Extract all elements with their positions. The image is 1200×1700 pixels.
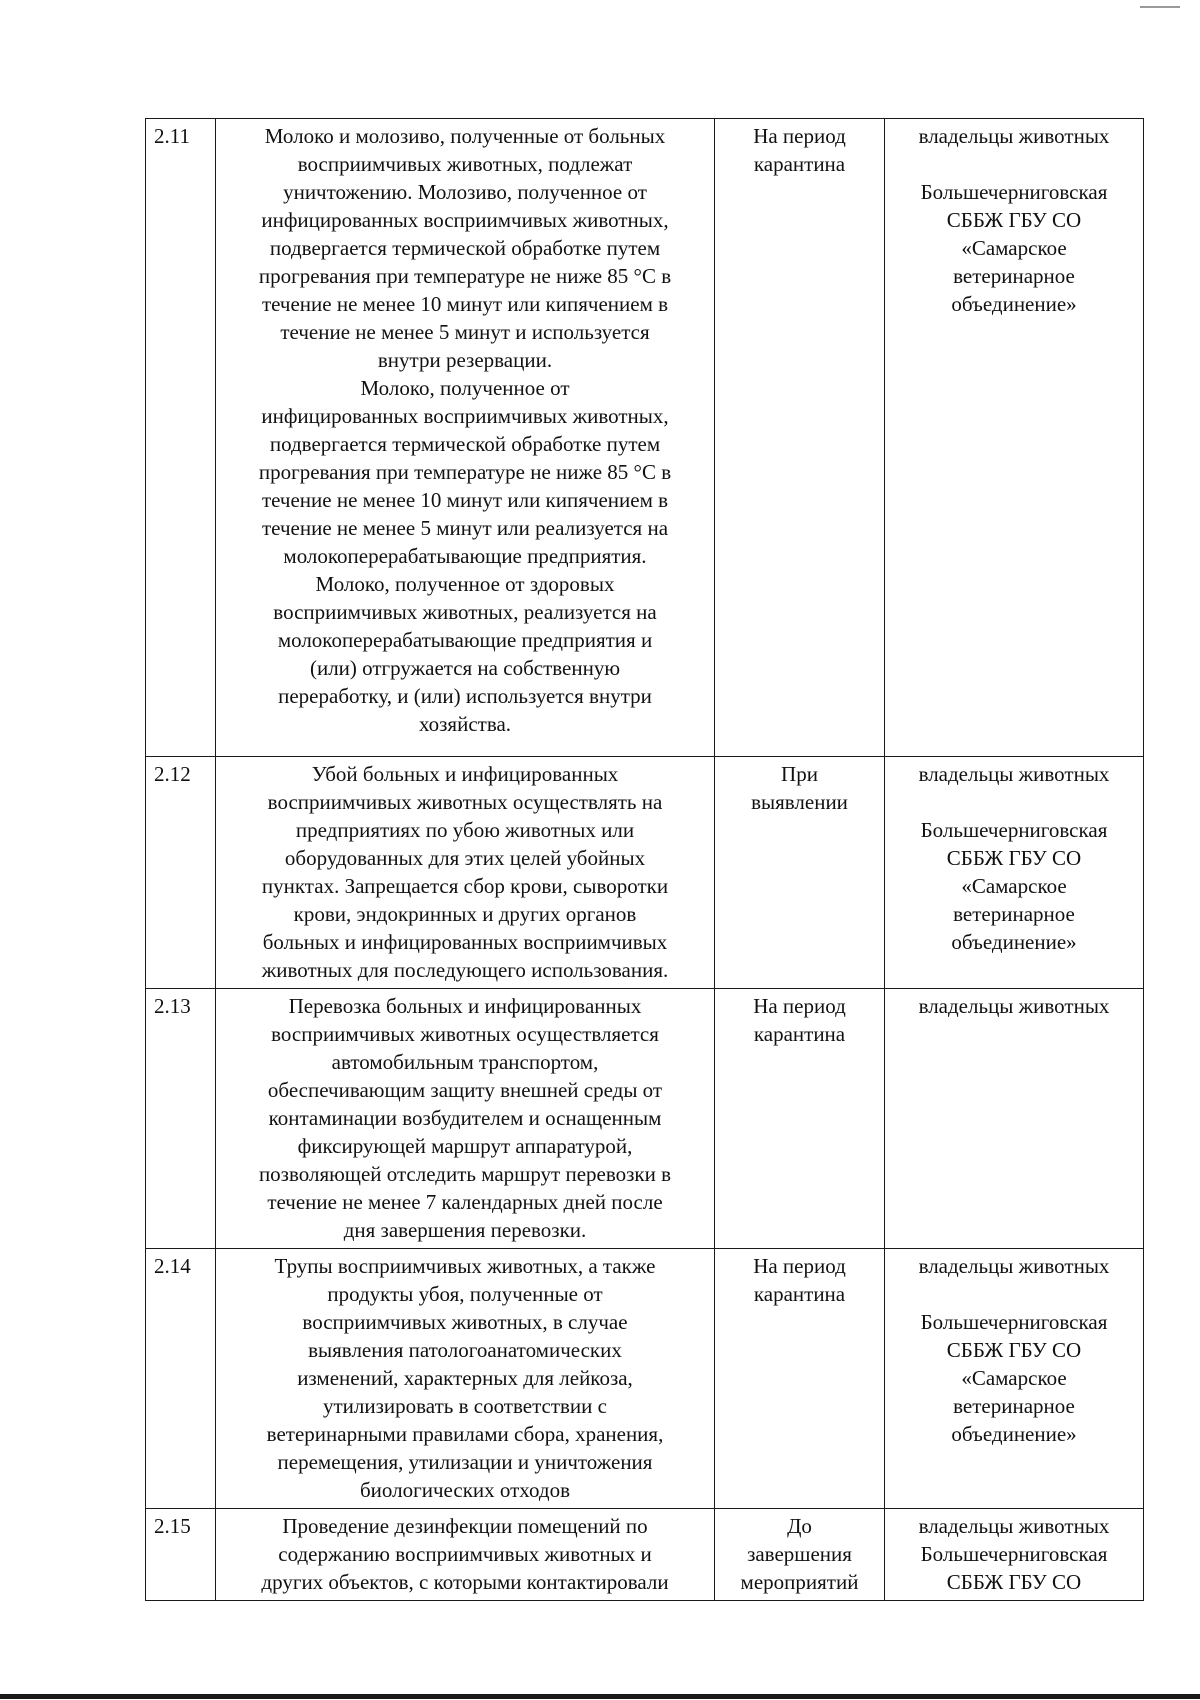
- measure-paragraph: Трупы восприимчивых животных, а также продукты убоя, полученные от восприимчивых животных, в случае выявления патологоанатомических изменений, характерных для лейкоза, утилизировать в соответствии с ветеринарными правилами сбора, хранения, перемещения, утилизации и уничтожения биологических отходов: [266, 1254, 664, 1502]
- responsible-party: [885, 119, 1144, 757]
- measure-description: [216, 119, 715, 757]
- row-number: 2.14: [146, 1249, 216, 1509]
- responsible-owners: владельцы животных: [918, 994, 1110, 1018]
- measure-term: [715, 119, 885, 757]
- table-row: [146, 1509, 1144, 1601]
- measures-table: [145, 118, 1144, 1601]
- measure-paragraph: Молоко, полученное от здоровых восприимчивых животных, реализуется на молокоперерабатывающие предприятия и (или) отгружается на собственную переработку, и (или) используется внутри хозяйства.: [273, 572, 657, 736]
- term-text: На период карантина: [753, 1254, 846, 1306]
- table-row: [146, 757, 1144, 989]
- responsible-vet-service: Большечерниговская СББЖ ГБУ СО «Самарское ветеринарное объединение»: [920, 180, 1108, 316]
- measure-description: [216, 989, 715, 1249]
- row-number: 2.11: [146, 119, 216, 757]
- measure-term: [715, 1509, 885, 1601]
- spacer: [891, 150, 1137, 178]
- table-row: [146, 989, 1144, 1249]
- measure-paragraph: Молоко и молозиво, полученные от больных восприимчивых животных, подлежат уничтожению. Молозиво, полученное от инфицированных восприимчивых животных, подвергается термической обработке путем прогревания при температуре не ниже 85 °С в течение не менее 10 минут или кипячением в течение не менее 5 минут и используется внутри резервации.: [258, 124, 672, 372]
- row-number: 2.12: [146, 757, 216, 989]
- measure-description: [216, 1509, 715, 1601]
- term-text: На период карантина: [753, 994, 846, 1046]
- row-number: 2.13: [146, 989, 216, 1249]
- measure-description: [216, 1249, 715, 1509]
- measure-term: [715, 757, 885, 989]
- responsible-vet-service: Большечерниговская СББЖ ГБУ СО «Самарское ветеринарное объединение»: [920, 818, 1108, 954]
- spacer: [891, 788, 1137, 816]
- responsible-owners: владельцы животных: [918, 124, 1110, 148]
- responsible-party: [885, 757, 1144, 989]
- term-text: При выявлении: [751, 762, 848, 814]
- term-text: До завершения мероприятий: [740, 1514, 859, 1594]
- measure-paragraph: Перевозка больных и инфицированных восприимчивых животных осуществляется автомобильным транспортом, обеспечивающим защиту внешней среды от контаминации возбудителем и оснащенным фиксирующей маршрут аппаратурой, позволяющей отследить маршрут перевозки в течение не менее 7 календарных дней после дня завершения перевозки.: [258, 994, 672, 1242]
- responsible-owners: владельцы животных: [918, 1254, 1110, 1278]
- table-row: [146, 119, 1144, 757]
- measure-description: [216, 757, 715, 989]
- term-text: На период карантина: [753, 124, 846, 176]
- responsible-party: [885, 1249, 1144, 1509]
- measure-term: [715, 989, 885, 1249]
- scan-mark: [1140, 6, 1180, 8]
- row-number: 2.15: [146, 1509, 216, 1601]
- responsible-vet-service: Большечерниговская СББЖ ГБУ СО «Самарское ветеринарное объединение»: [920, 1310, 1108, 1446]
- table-row: [146, 1249, 1144, 1509]
- measure-paragraph: Убой больных и инфицированных восприимчивых животных осуществлять на предприятиях по убою животных или оборудованных для этих целей убойных пунктах. Запрещается сбор крови, сыворотки крови, эндокринных и других органов больных и инфицированных восприимчивых животных для последующего использования.: [261, 762, 669, 982]
- responsible-party: [885, 989, 1144, 1249]
- spacer: [891, 1280, 1137, 1308]
- measure-paragraph: Молоко, полученное от инфицированных восприимчивых животных, подвергается термической обработке путем прогревания при температуре не ниже 85 °С в течение не менее 10 минут или кипячением в течение не менее 5 минут или реализуется на молокоперерабатывающие предприятия.: [258, 376, 672, 568]
- scan-edge: [0, 1694, 1200, 1699]
- responsible-owners: владельцы животных Большечерниговская СББЖ ГБУ СО: [918, 1514, 1110, 1594]
- responsible-owners: владельцы животных: [918, 762, 1110, 786]
- responsible-party: [885, 1509, 1144, 1601]
- measure-paragraph: Проведение дезинфекции помещений по содержанию восприимчивых животных и других объектов, с которыми контактировали: [261, 1514, 669, 1594]
- measure-term: [715, 1249, 885, 1509]
